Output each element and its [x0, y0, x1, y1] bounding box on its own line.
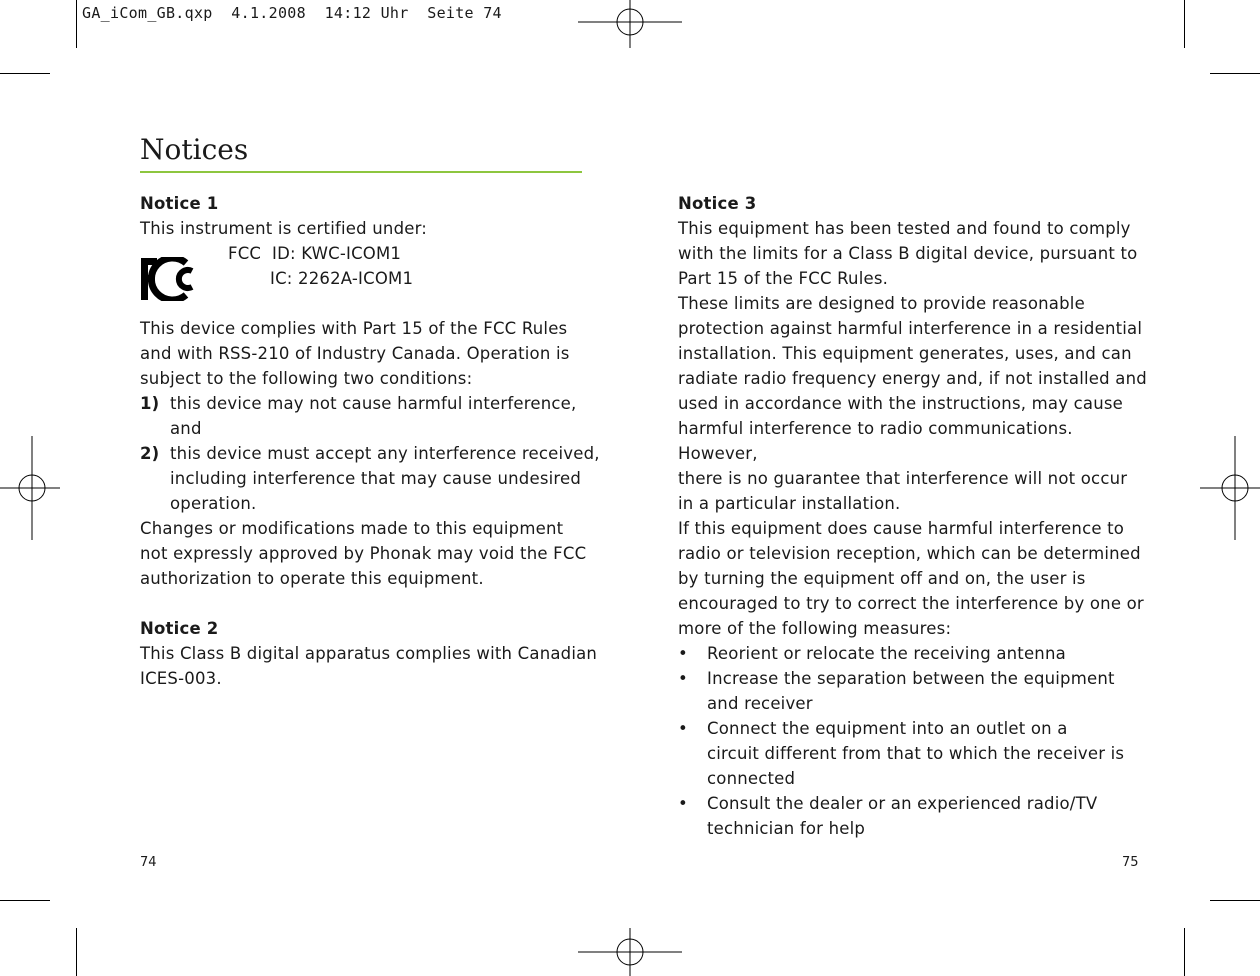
crop-mark — [0, 900, 50, 901]
page-number-left: 74 — [140, 855, 157, 870]
body-line: used in accordance with the instructions, may cause — [678, 394, 1124, 413]
bullet-line: and receiver — [707, 694, 813, 713]
body-line: This device complies with Part 15 of the FCC Rules — [140, 319, 568, 338]
body-line: These limits are designed to provide reasonable — [678, 294, 1085, 313]
bullet-line: Increase the separation between the equipment — [707, 669, 1115, 688]
fcc-id: FCC ID: KWC-ICOM1 — [228, 244, 402, 263]
body-line: This equipment has been tested and found to comply — [678, 219, 1131, 238]
bullet-line: Consult the dealer or an experienced radio/TV — [707, 794, 1098, 813]
body-line: not expressly approved by Phonak may void the FCC — [140, 544, 587, 563]
fcc-certification — [140, 241, 610, 316]
body-line: authorization to operate this equipment. — [140, 569, 484, 588]
bullet-list — [678, 641, 1148, 841]
bullet-line: Reorient or relocate the receiving antenna — [707, 644, 1066, 663]
bullet-text — [707, 791, 1097, 841]
bullet-icon: • — [678, 669, 688, 688]
crop-mark — [1210, 73, 1260, 74]
crop-mark — [76, 928, 77, 976]
body-line: and with RSS-210 of Industry Canada. Operation is — [140, 344, 570, 363]
body-line: installation. This equipment generates, uses, and can — [678, 344, 1132, 363]
right-column — [678, 191, 1148, 841]
body-line: subject to the following two conditions: — [140, 369, 473, 388]
body-line: This Class B digital apparatus complies with Canadian — [140, 644, 598, 663]
bullet-line: Connect the equipment into an outlet on a — [707, 719, 1068, 738]
body-line: Part 15 of the FCC Rules. — [678, 269, 889, 288]
bullet-icon: • — [678, 644, 688, 663]
condition-line: including interference that may cause undesired — [170, 469, 582, 488]
title-underline — [140, 171, 582, 173]
body-line: more of the following measures: — [678, 619, 952, 638]
body-line: there is no guarantee that interference will not occur — [678, 469, 1128, 488]
bullet-item — [678, 716, 1148, 791]
crop-mark — [0, 73, 50, 74]
registration-mark-icon — [1200, 436, 1260, 540]
registration-mark-icon — [578, 926, 682, 976]
crop-mark — [1184, 0, 1185, 48]
notice-1-heading: Notice 1 — [140, 194, 219, 213]
crop-mark — [76, 0, 77, 48]
bullet-text — [707, 641, 1066, 666]
notice-2-heading: Notice 2 — [140, 619, 219, 638]
body-line: radiate radio frequency energy and, if not installed and — [678, 369, 1147, 388]
fcc-logo-icon — [140, 257, 198, 301]
bullet-text — [707, 716, 1124, 791]
bullet-line: technician for help — [707, 819, 866, 838]
bullet-item — [678, 666, 1148, 716]
body-line: with the limits for a Class B digital device, pursuant to — [678, 244, 1138, 263]
condition-number: 1) — [140, 394, 160, 413]
slug-line: GA_iCom_GB.qxp 4.1.2008 14:12 Uhr Seite 74 — [82, 4, 502, 22]
notice-1-intro: This instrument is certified under: — [140, 219, 428, 238]
registration-mark-icon — [578, 0, 682, 50]
bullet-icon: • — [678, 719, 688, 738]
condition-item — [140, 441, 610, 516]
bullet-item — [678, 641, 1148, 666]
body-line: ICES-003. — [140, 669, 222, 688]
notice-3-heading: Notice 3 — [678, 194, 757, 213]
body-line: Changes or modifications made to this equipment — [140, 519, 564, 538]
page-title: Notices — [140, 133, 249, 166]
body-line: radio or television reception, which can be determined — [678, 544, 1141, 563]
body-line: encouraged to try to correct the interference by one or — [678, 594, 1144, 613]
page-number-right: 75 — [1122, 855, 1139, 870]
body-line: If this equipment does cause harmful interference to — [678, 519, 1125, 538]
left-column — [140, 191, 610, 691]
fcc-ids — [228, 241, 413, 291]
condition-text — [170, 441, 600, 516]
bullet-line: connected — [707, 769, 796, 788]
bullet-text — [707, 666, 1115, 716]
bullet-item — [678, 791, 1148, 841]
notice-3-body — [678, 216, 1148, 641]
bullet-line: circuit different from that to which the receiver is — [707, 744, 1125, 763]
body-line: protection against harmful interference in a residential — [678, 319, 1143, 338]
body-line: by turning the equipment off and on, the user is — [678, 569, 1086, 588]
registration-mark-icon — [0, 436, 60, 540]
condition-text: this device may not cause harmful interference, and — [170, 394, 577, 438]
condition-line: this device must accept any interference received, — [170, 444, 600, 463]
condition-line: operation. — [170, 494, 257, 513]
body-line: harmful interference to radio communications. However, — [678, 419, 1073, 463]
ic-id: IC: 2262A-ICOM1 — [270, 269, 414, 288]
condition-number: 2) — [140, 444, 160, 463]
condition-item — [140, 391, 610, 441]
crop-mark — [1210, 900, 1260, 901]
crop-mark — [1184, 928, 1185, 976]
body-line: in a particular installation. — [678, 494, 901, 513]
bullet-icon: • — [678, 794, 688, 813]
